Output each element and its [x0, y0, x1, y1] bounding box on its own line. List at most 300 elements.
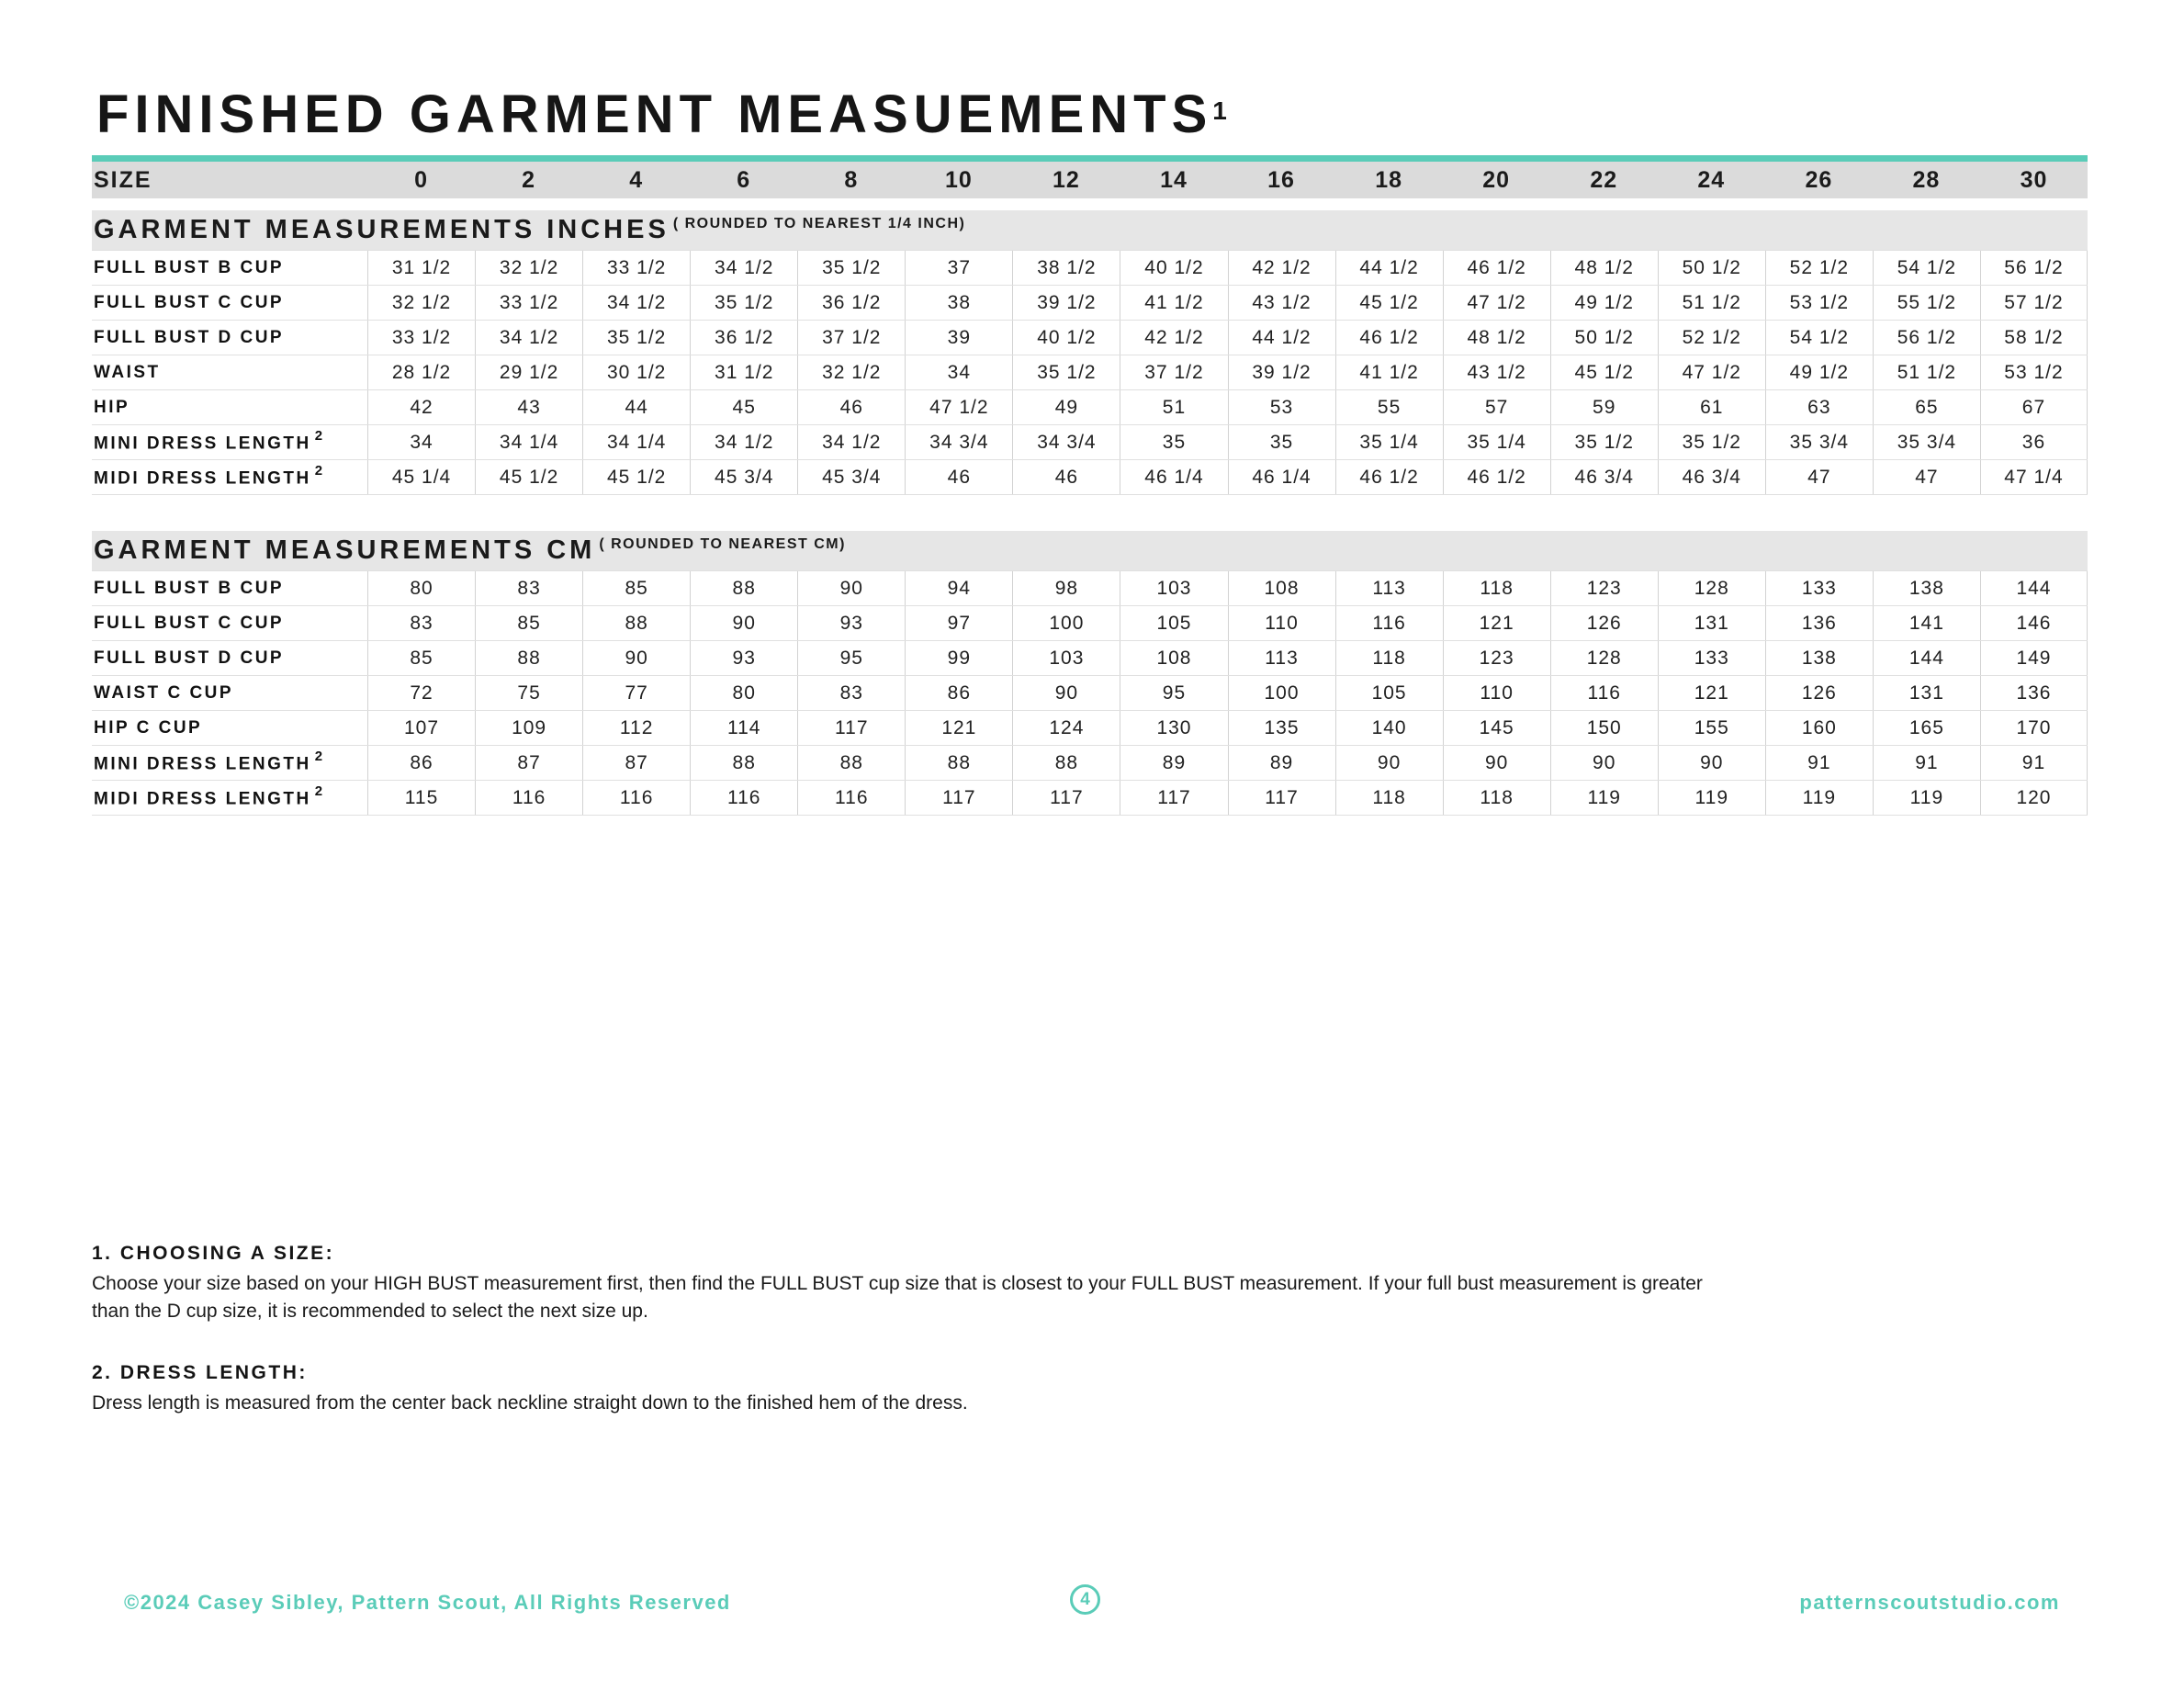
measurement-cell: 116 — [690, 781, 797, 815]
size-column-header: 26 — [1805, 166, 1833, 193]
measurement-cell: 67 — [1980, 390, 2088, 424]
measurement-cell: 126 — [1765, 676, 1873, 710]
footnote-dress-length — [92, 1362, 1745, 1417]
footer-website-link[interactable]: patternscoutstudio.com — [1799, 1591, 2060, 1614]
measurement-cell: 160 — [1765, 711, 1873, 745]
measurement-cell: 39 — [905, 321, 1012, 355]
measurement-cell: 45 — [690, 390, 797, 424]
table-rows — [92, 250, 2088, 495]
table-row — [92, 711, 2088, 746]
table-row — [92, 321, 2088, 355]
measurement-cell: 43 1/2 — [1228, 286, 1335, 320]
measurement-cell: 80 — [367, 571, 475, 605]
row-label-footnote-marker: 2 — [314, 749, 325, 765]
measurement-cell: 35 3/4 — [1765, 425, 1873, 459]
measurement-cell: 45 1/2 — [1550, 355, 1658, 389]
measurement-cell: 42 — [367, 390, 475, 424]
measurement-cell: 93 — [690, 641, 797, 675]
row-label: FULL BUST D CUP — [94, 648, 285, 668]
measurement-cell: 50 1/2 — [1550, 321, 1658, 355]
measurement-cell: 90 — [690, 606, 797, 640]
measurement-cell: 135 — [1228, 711, 1335, 745]
measurement-cell: 124 — [1012, 711, 1120, 745]
measurement-cell: 118 — [1443, 571, 1550, 605]
measurement-cell: 55 — [1335, 390, 1443, 424]
table-row — [92, 251, 2088, 286]
measurement-cell: 34 1/2 — [475, 321, 582, 355]
measurement-cell: 100 — [1228, 676, 1335, 710]
measurement-cell: 47 — [1873, 460, 1980, 494]
measurement-cell: 31 1/2 — [690, 355, 797, 389]
size-column-header: 28 — [1912, 166, 1941, 193]
measurement-cell: 113 — [1228, 641, 1335, 675]
size-column-header: 10 — [944, 166, 973, 193]
measurement-cell: 133 — [1765, 571, 1873, 605]
measurement-cell: 90 — [582, 641, 690, 675]
page-footer — [0, 1584, 2184, 1621]
page-content — [92, 0, 2088, 816]
measurement-cell: 118 — [1335, 781, 1443, 815]
measurement-cell: 45 1/2 — [1335, 286, 1443, 320]
page-number-badge — [1070, 1584, 1100, 1615]
measurement-cell: 85 — [367, 641, 475, 675]
measurement-cell: 133 — [1658, 641, 1765, 675]
measurement-cell: 100 — [1012, 606, 1120, 640]
measurement-cell: 39 1/2 — [1012, 286, 1120, 320]
measurement-cell: 45 1/2 — [475, 460, 582, 494]
measurement-cell: 28 1/2 — [367, 355, 475, 389]
size-column-header: 16 — [1267, 166, 1295, 193]
measurement-cell: 121 — [905, 711, 1012, 745]
measurement-cell: 97 — [905, 606, 1012, 640]
measurement-cell: 110 — [1443, 676, 1550, 710]
row-label: MINI DRESS LENGTH $^2$ — [94, 749, 325, 774]
measurement-cell: 85 — [582, 571, 690, 605]
accent-bar — [92, 155, 2088, 162]
row-label: FULL BUST B CUP — [94, 578, 285, 598]
measurement-cell: 45 3/4 — [690, 460, 797, 494]
measurement-cell: 53 1/2 — [1980, 355, 2088, 389]
measurement-cell: 90 — [1012, 676, 1120, 710]
measurement-cell: 61 — [1658, 390, 1765, 424]
measurement-cell: 35 — [1120, 425, 1227, 459]
measurement-cell: 119 — [1765, 781, 1873, 815]
measurement-cell: 95 — [797, 641, 905, 675]
measurement-cell: 140 — [1335, 711, 1443, 745]
measurement-cell: 88 — [797, 746, 905, 780]
size-column-header: 12 — [1053, 166, 1080, 193]
measurement-cell: 35 1/2 — [1550, 425, 1658, 459]
measurement-cell: 32 1/2 — [797, 355, 905, 389]
measurement-cell: 52 1/2 — [1658, 321, 1765, 355]
section-heading-inches — [92, 210, 2088, 250]
measurement-cell: 30 1/2 — [582, 355, 690, 389]
measurement-cell: 52 1/2 — [1765, 251, 1873, 285]
measurement-cell: 93 — [797, 606, 905, 640]
measurement-cell: 117 — [797, 711, 905, 745]
measurement-cell: 56 1/2 — [1980, 251, 2088, 285]
measurement-cell: 95 — [1120, 676, 1227, 710]
measurement-cell: 51 1/2 — [1873, 355, 1980, 389]
measurement-cell: 46 1/4 — [1120, 460, 1227, 494]
measurement-cell: 32 1/2 — [475, 251, 582, 285]
measurement-cell: 138 — [1873, 571, 1980, 605]
measurement-cell: 136 — [1980, 676, 2088, 710]
measurement-cell: 72 — [367, 676, 475, 710]
measurement-cell: 103 — [1120, 571, 1227, 605]
measurement-cell: 46 1/2 — [1335, 321, 1443, 355]
table-row — [92, 781, 2088, 816]
measurement-cell: 90 — [797, 571, 905, 605]
table-row — [92, 676, 2088, 711]
measurement-cell: 118 — [1443, 781, 1550, 815]
size-column-header: 14 — [1160, 166, 1188, 193]
measurement-cell: 165 — [1873, 711, 1980, 745]
size-column-header: 20 — [1482, 166, 1511, 193]
measurement-cell: 36 — [1980, 425, 2088, 459]
size-column-header: 8 — [844, 166, 859, 193]
size-header-label: SIZE — [94, 166, 152, 193]
table-row — [92, 606, 2088, 641]
measurement-cell: 170 — [1980, 711, 2088, 745]
measurement-cell: 131 — [1873, 676, 1980, 710]
measurement-cell: 37 1/2 — [1120, 355, 1227, 389]
measurement-cell: 44 1/2 — [1335, 251, 1443, 285]
row-label: MIDI DRESS LENGTH $^2$ — [94, 463, 325, 489]
measurement-cell: 36 1/2 — [797, 286, 905, 320]
measurement-cell: 47 1/2 — [1658, 355, 1765, 389]
footer-copyright: ©2024 Casey Sibley, Pattern Scout, All Rights Reserved — [124, 1591, 731, 1614]
measurement-cell: 32 1/2 — [367, 286, 475, 320]
measurement-cell: 46 3/4 — [1550, 460, 1658, 494]
row-label: MINI DRESS LENGTH $^2$ — [94, 428, 325, 454]
measurement-cell: 50 1/2 — [1658, 251, 1765, 285]
measurement-cell: 41 1/2 — [1120, 286, 1227, 320]
table-cm — [92, 531, 2088, 816]
measurement-cell: 46 1/2 — [1443, 251, 1550, 285]
measurement-cell: 110 — [1228, 606, 1335, 640]
table-row — [92, 286, 2088, 321]
measurement-cell: 88 — [582, 606, 690, 640]
row-label: MIDI DRESS LENGTH $^2$ — [94, 783, 325, 809]
measurement-cell: 35 3/4 — [1873, 425, 1980, 459]
measurement-cell: 47 1/4 — [1980, 460, 2088, 494]
measurement-cell: 119 — [1550, 781, 1658, 815]
measurement-cell: 65 — [1873, 390, 1980, 424]
section-note: ( ROUNDED TO NEAREST CM) — [599, 535, 846, 552]
table-row — [92, 355, 2088, 390]
measurement-cell: 43 — [475, 390, 582, 424]
measurement-cell: 51 1/2 — [1658, 286, 1765, 320]
row-label: WAIST C CUP — [94, 682, 234, 703]
measurement-cell: 47 — [1765, 460, 1873, 494]
measurement-cell: 146 — [1980, 606, 2088, 640]
row-label: HIP — [94, 397, 130, 417]
measurement-cell: 34 1/2 — [690, 251, 797, 285]
row-label-footnote-marker: 2 — [314, 783, 325, 800]
footnote-body: Choose your size based on your HIGH BUST measurement first, then find the FULL BUST cup size that is closest to your FULL BUST measurement. If your full bust measurement is greater than the D cup size, it is recommended to select the next size up. — [92, 1273, 1703, 1322]
measurement-cell: 57 — [1443, 390, 1550, 424]
table-row — [92, 641, 2088, 676]
table-row — [92, 746, 2088, 781]
measurement-cell: 108 — [1120, 641, 1227, 675]
measurement-cell: 90 — [1335, 746, 1443, 780]
measurement-cell: 34 1/4 — [475, 425, 582, 459]
measurement-cell: 46 3/4 — [1658, 460, 1765, 494]
measurement-cell: 87 — [475, 746, 582, 780]
measurement-cell: 115 — [367, 781, 475, 815]
measurement-cell: 53 1/2 — [1765, 286, 1873, 320]
measurement-cell: 149 — [1980, 641, 2088, 675]
measurement-cell: 90 — [1550, 746, 1658, 780]
row-label: FULL BUST D CUP — [94, 327, 285, 347]
measurement-cell: 38 1/2 — [1012, 251, 1120, 285]
measurement-cell: 89 — [1120, 746, 1227, 780]
measurement-cell: 36 1/2 — [690, 321, 797, 355]
measurement-cell: 117 — [1228, 781, 1335, 815]
measurement-cell: 38 — [905, 286, 1012, 320]
measurement-cell: 105 — [1120, 606, 1227, 640]
section-heading-cm — [92, 531, 2088, 570]
row-label: WAIST — [94, 362, 161, 382]
measurement-cell: 128 — [1550, 641, 1658, 675]
measurement-cell: 83 — [367, 606, 475, 640]
page-title-text: FINISHED GARMENT MEASUEMENTS — [96, 84, 1213, 144]
section-title: GARMENT MEASUREMENTS INCHES — [94, 215, 670, 244]
measurement-cell: 121 — [1443, 606, 1550, 640]
measurement-cell: 123 — [1443, 641, 1550, 675]
measurement-cell: 112 — [582, 711, 690, 745]
measurement-cell: 53 — [1228, 390, 1335, 424]
measurement-cell: 34 3/4 — [1012, 425, 1120, 459]
measurement-cell: 75 — [475, 676, 582, 710]
measurement-cell: 34 — [905, 355, 1012, 389]
measurement-cell: 119 — [1873, 781, 1980, 815]
measurement-cell: 37 1/2 — [797, 321, 905, 355]
table-row — [92, 390, 2088, 425]
measurement-cell: 119 — [1658, 781, 1765, 815]
measurement-cell: 116 — [797, 781, 905, 815]
measurement-cell: 42 1/2 — [1228, 251, 1335, 285]
measurement-cell: 45 3/4 — [797, 460, 905, 494]
measurement-cell: 63 — [1765, 390, 1873, 424]
size-column-header: 2 — [522, 166, 536, 193]
footnote-choosing-a-size — [92, 1243, 1745, 1325]
measurement-cell: 45 1/2 — [582, 460, 690, 494]
row-label: FULL BUST C CUP — [94, 292, 285, 312]
measurement-cell: 45 1/4 — [367, 460, 475, 494]
measurement-cell: 40 1/2 — [1012, 321, 1120, 355]
measurement-cell: 86 — [367, 746, 475, 780]
measurement-cell: 54 1/2 — [1765, 321, 1873, 355]
measurement-cell: 88 — [905, 746, 1012, 780]
measurement-cell: 114 — [690, 711, 797, 745]
measurement-cell: 88 — [690, 571, 797, 605]
size-column-header: 0 — [414, 166, 428, 193]
row-label-footnote-marker: 2 — [314, 463, 325, 479]
measurement-cell: 83 — [475, 571, 582, 605]
measurement-cell: 49 1/2 — [1550, 286, 1658, 320]
measurement-cell: 55 1/2 — [1873, 286, 1980, 320]
footnotes — [92, 1243, 1745, 1417]
footnote-heading: 1. CHOOSING A SIZE: — [92, 1243, 335, 1264]
measurement-cell: 34 1/2 — [797, 425, 905, 459]
measurement-cell: 35 1/2 — [1658, 425, 1765, 459]
measurement-cell: 80 — [690, 676, 797, 710]
measurement-cell: 116 — [475, 781, 582, 815]
measurement-cell: 117 — [905, 781, 1012, 815]
table-inches — [92, 210, 2088, 495]
measurement-cell: 35 1/4 — [1443, 425, 1550, 459]
measurement-tables — [92, 210, 2088, 816]
measurement-cell: 90 — [1658, 746, 1765, 780]
measurement-cell: 34 — [367, 425, 475, 459]
page-number: 4 — [1080, 1589, 1090, 1609]
measurement-cell: 116 — [1550, 676, 1658, 710]
measurement-cell: 59 — [1550, 390, 1658, 424]
measurement-cell: 103 — [1012, 641, 1120, 675]
measurement-cell: 46 — [1012, 460, 1120, 494]
measurement-cell: 46 1/4 — [1228, 460, 1335, 494]
measurement-cell: 131 — [1658, 606, 1765, 640]
measurement-cell: 33 1/2 — [367, 321, 475, 355]
measurement-cell: 88 — [690, 746, 797, 780]
measurement-cell: 33 1/2 — [475, 286, 582, 320]
measurement-cell: 34 1/2 — [690, 425, 797, 459]
measurement-cell: 109 — [475, 711, 582, 745]
measurement-cell: 46 1/2 — [1443, 460, 1550, 494]
measurement-cell: 144 — [1980, 571, 2088, 605]
size-column-header: 22 — [1590, 166, 1618, 193]
row-label: FULL BUST B CUP — [94, 257, 285, 277]
measurement-cell: 39 1/2 — [1228, 355, 1335, 389]
measurement-cell: 116 — [1335, 606, 1443, 640]
row-label: FULL BUST C CUP — [94, 613, 285, 633]
measurement-cell: 54 1/2 — [1873, 251, 1980, 285]
measurement-cell: 87 — [582, 746, 690, 780]
measurement-cell: 117 — [1120, 781, 1227, 815]
measurement-cell: 46 — [905, 460, 1012, 494]
measurement-cell: 35 1/4 — [1335, 425, 1443, 459]
measurement-cell: 126 — [1550, 606, 1658, 640]
measurement-cell: 155 — [1658, 711, 1765, 745]
measurement-cell: 85 — [475, 606, 582, 640]
measurement-cell: 128 — [1658, 571, 1765, 605]
measurement-cell: 56 1/2 — [1873, 321, 1980, 355]
footnote-heading: 2. DRESS LENGTH: — [92, 1362, 308, 1383]
measurement-cell: 34 3/4 — [905, 425, 1012, 459]
measurement-cell: 48 1/2 — [1550, 251, 1658, 285]
measurement-cell: 144 — [1873, 641, 1980, 675]
section-note: ( ROUNDED TO NEAREST 1/4 INCH) — [672, 215, 966, 231]
measurement-cell: 94 — [905, 571, 1012, 605]
section-title: GARMENT MEASUREMENTS CM — [94, 535, 596, 565]
measurement-cell: 35 1/2 — [797, 251, 905, 285]
measurement-cell: 48 1/2 — [1443, 321, 1550, 355]
page-title-footnote-marker: 1 — [1212, 96, 1227, 125]
measurement-cell: 77 — [582, 676, 690, 710]
measurement-cell: 91 — [1873, 746, 1980, 780]
measurement-cell: 136 — [1765, 606, 1873, 640]
measurement-cell: 35 1/2 — [1012, 355, 1120, 389]
measurement-cell: 150 — [1550, 711, 1658, 745]
measurement-cell: 31 1/2 — [367, 251, 475, 285]
measurement-cell: 58 1/2 — [1980, 321, 2088, 355]
measurement-cell: 49 1/2 — [1765, 355, 1873, 389]
measurement-cell: 89 — [1228, 746, 1335, 780]
measurement-cell: 35 1/2 — [690, 286, 797, 320]
measurement-cell: 46 1/2 — [1335, 460, 1443, 494]
measurement-cell: 130 — [1120, 711, 1227, 745]
size-column-header: 24 — [1697, 166, 1726, 193]
measurement-cell: 57 1/2 — [1980, 286, 2088, 320]
measurement-cell: 120 — [1980, 781, 2088, 815]
measurement-cell: 118 — [1335, 641, 1443, 675]
measurement-cell: 138 — [1765, 641, 1873, 675]
measurement-cell: 83 — [797, 676, 905, 710]
measurement-cell: 44 1/2 — [1228, 321, 1335, 355]
measurement-cell: 34 1/4 — [582, 425, 690, 459]
measurement-cell: 123 — [1550, 571, 1658, 605]
measurement-cell: 49 — [1012, 390, 1120, 424]
measurement-cell: 34 1/2 — [582, 286, 690, 320]
measurement-cell: 44 — [582, 390, 690, 424]
measurement-cell: 37 — [905, 251, 1012, 285]
measurement-cell: 35 — [1228, 425, 1335, 459]
size-header-row — [92, 162, 2088, 198]
size-column-header: 6 — [737, 166, 751, 193]
measurement-cell: 91 — [1765, 746, 1873, 780]
table-row — [92, 425, 2088, 460]
size-column-header: 30 — [2020, 166, 2048, 193]
measurement-cell: 90 — [1443, 746, 1550, 780]
row-label-footnote-marker: 2 — [314, 428, 325, 445]
table-rows — [92, 570, 2088, 816]
measurement-cell: 121 — [1658, 676, 1765, 710]
measurement-cell: 105 — [1335, 676, 1443, 710]
measurement-cell: 86 — [905, 676, 1012, 710]
measurement-cell: 145 — [1443, 711, 1550, 745]
measurement-cell: 113 — [1335, 571, 1443, 605]
measurement-cell: 98 — [1012, 571, 1120, 605]
measurement-cell: 91 — [1980, 746, 2088, 780]
measurement-cell: 41 1/2 — [1335, 355, 1443, 389]
measurement-cell: 46 — [797, 390, 905, 424]
size-column-header: 4 — [629, 166, 644, 193]
measurement-cell: 43 1/2 — [1443, 355, 1550, 389]
measurement-cell: 99 — [905, 641, 1012, 675]
measurement-cell: 108 — [1228, 571, 1335, 605]
measurement-cell: 51 — [1120, 390, 1227, 424]
size-column-header: 18 — [1375, 166, 1402, 193]
measurement-cell: 88 — [1012, 746, 1120, 780]
measurement-cell: 29 1/2 — [475, 355, 582, 389]
footnote-body: Dress length is measured from the center back neckline straight down to the finished hem of the dress. — [92, 1392, 968, 1414]
measurement-cell: 141 — [1873, 606, 1980, 640]
measurement-cell: 107 — [367, 711, 475, 745]
measurement-cell: 35 1/2 — [582, 321, 690, 355]
table-row — [92, 571, 2088, 606]
table-row — [92, 460, 2088, 495]
measurement-cell: 42 1/2 — [1120, 321, 1227, 355]
measurement-cell: 47 1/2 — [1443, 286, 1550, 320]
row-label: HIP C CUP — [94, 717, 203, 738]
measurement-cell: 33 1/2 — [582, 251, 690, 285]
page-title — [96, 84, 2088, 144]
measurement-cell: 116 — [582, 781, 690, 815]
measurement-cell: 40 1/2 — [1120, 251, 1227, 285]
measurement-cell: 47 1/2 — [905, 390, 1012, 424]
